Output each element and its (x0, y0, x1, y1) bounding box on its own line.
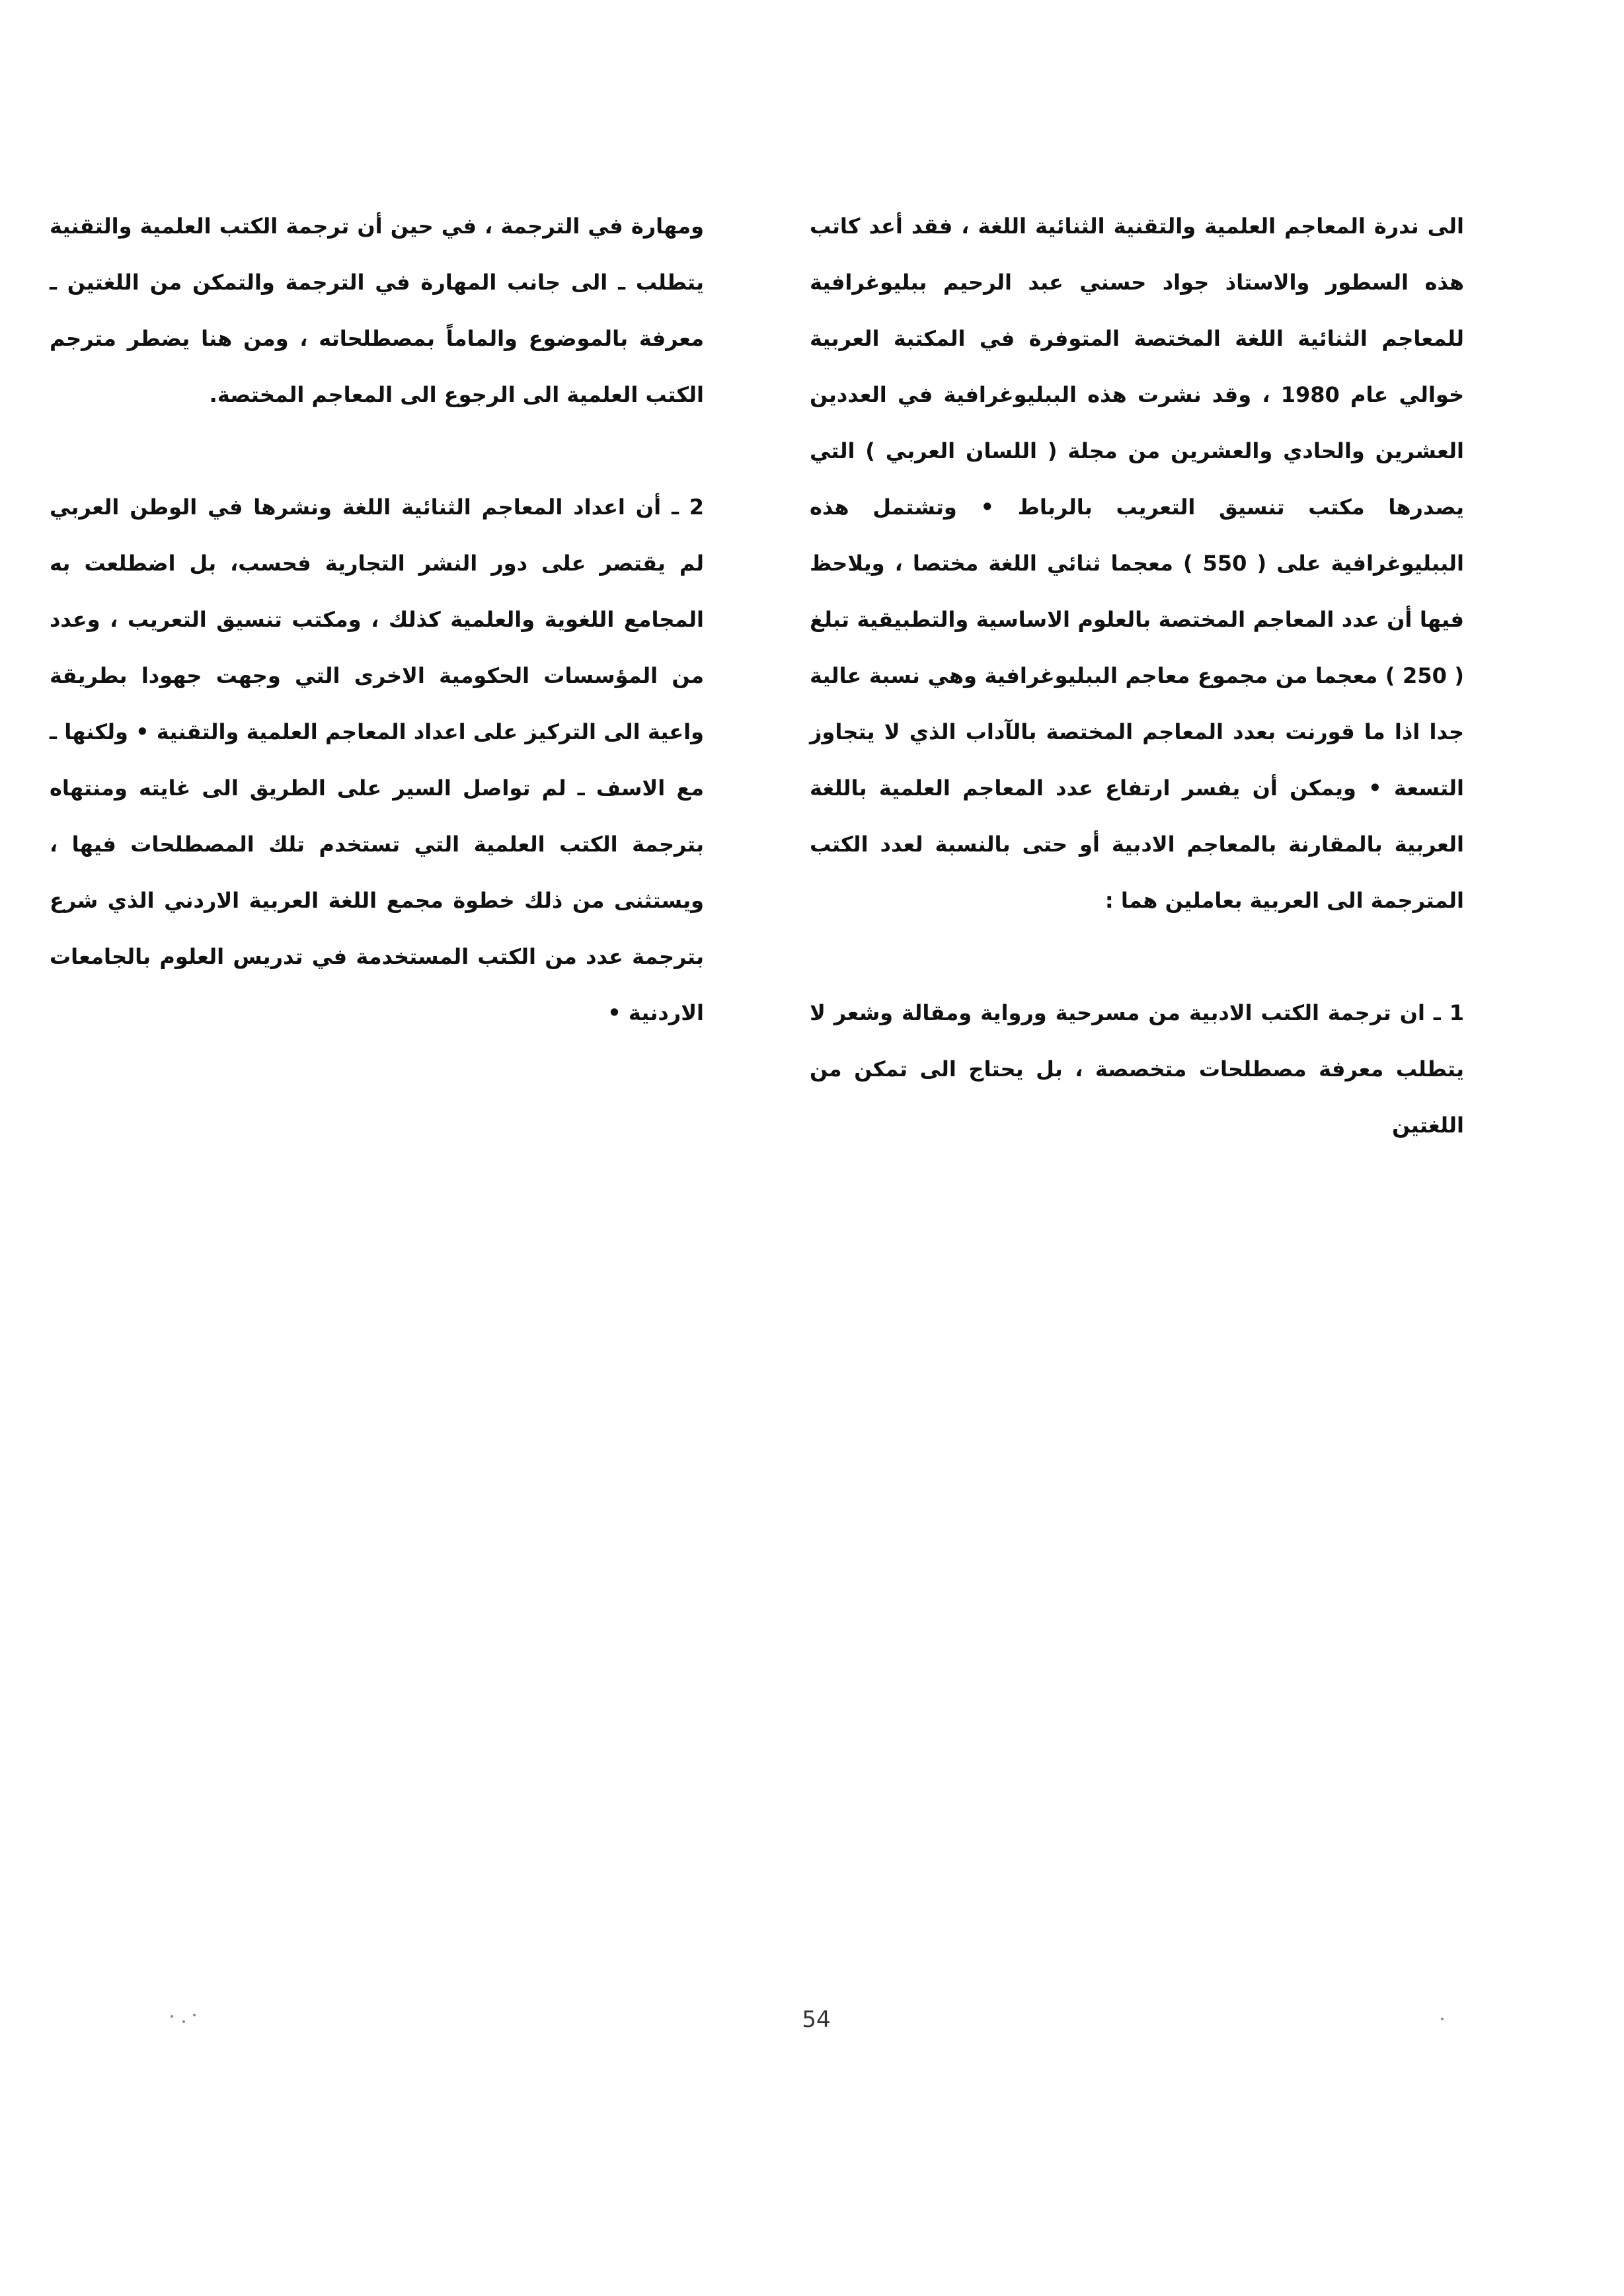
list-item-2-text: أن اعداد المعاجم الثنائية اللغة ونشرها في الوطن العربي لم يقتصر على دور النشر التجارية فحسب، بل اضطلعت به المجامع اللغوية والعلمية كذلك ، ومكتب تنسيق التعريب ، وعدد من المؤسسات الحكومية الاخرى التي وجهت جهودا بطريقة واعية الى التركيز على اعداد المعاجم العلمية والتقنية • ولكنها ـ مع الاسف ـ لم تواصل السير على الطريق الى غايته ومنتهاه بترجمة الكتب العلمية التي تستخدم تلك المصطلحات فيها ، ويستثنى من ذلك خطوة مجمع اللغة العربية الاردني الذي شرع بترجمة عدد من الكتب المستخدمة في تدريس العلوم بالجامعات الاردنية • (50, 495, 704, 1025)
list-item-1 (810, 985, 1464, 1154)
scan-speck (171, 2015, 173, 2018)
list-item-2-number: 2 ـ (671, 495, 705, 520)
paragraph-gap (810, 929, 1464, 985)
list-item-2 (50, 479, 704, 1041)
paragraph-gap (50, 423, 704, 479)
list-item-1-text: ان ترجمة الكتب الادبية من مسرحية ورواية ومقالة وشعر لا يتطلب معرفة مصطلحات متخصصة ، بل يحتاج الى تمكن من اللغتين (810, 1000, 1464, 1138)
list-item-1-number: 1 ـ (1433, 1000, 1465, 1025)
left-column-paragraph: ومهارة في الترجمة ، في حين أن ترجمة الكتب العلمية والتقنية يتطلب ـ الى جانب المهارة في الترجمة والتمكن من اللغتين ـ معرفة بالموضوع والماماً بمصطلحاته ، ومن هنا يضطر مترجم الكتب العلمية الى الرجوع الى المعاجم المختصة. (50, 214, 704, 407)
page-number: 54 (802, 2006, 831, 2033)
left-column (50, 198, 704, 1041)
right-column (810, 198, 1464, 1154)
scan-speck (182, 2020, 185, 2023)
scan-speck (193, 2014, 196, 2016)
right-column-paragraph: الى ندرة المعاجم العلمية والتقنية الثنائية اللغة ، فقد أعد كاتب هذه السطور والاستاذ جواد حسني عبد الرحيم ببليوغرافية للمعاجم الثنائية اللغة المختصة المتوفرة في المكتبة العربية خوالي عام 1980 ، وقد نشرت هذه الببليوغرافية في العددين العشرين والحادي والعشرين من مجلة ( اللسان العربي ) التي يصدرها مكتب تنسيق التعريب بالرباط • وتشتمل هذه الببليوغرافية على ( 550 ) معجما ثنائي اللغة مختصا ، ويلاحظ فيها أن عدد المعاجم المختصة بالعلوم الاساسية والتطبيقية تبلغ ( 250 ) معجما من مجموع معاجم الببليوغرافية وهي نسبة عالية جدا اذا ما قورنت بعدد المعاجم المختصة بالآداب الذي لا يتجاوز التسعة • ويمكن أن يفسر ارتفاع عدد المعاجم العلمية باللغة العربية بالمقارنة بالمعاجم الادبية أو حتى بالنسبة لعدد الكتب المترجمة الى العربية بعاملين هما : (810, 214, 1465, 913)
scan-speck (1441, 2018, 1444, 2020)
